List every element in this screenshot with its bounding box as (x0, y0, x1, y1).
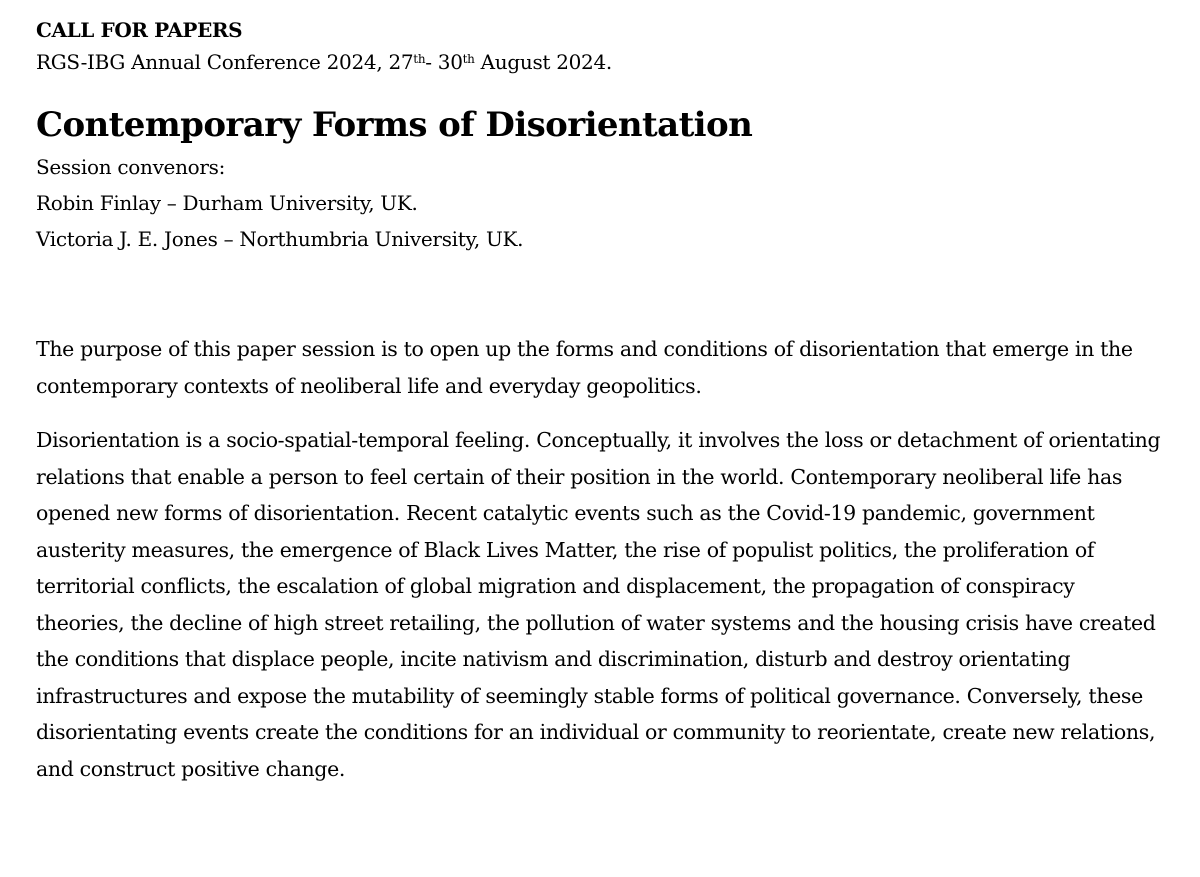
body-paragraph: Disorientation is a socio-spatial-temporal feeling. Conceptually, it involves the loss or detachment of orientating relations that enable a person to feel certain of their position in the world. Contemporary neoliberal life has opened new forms of disorientation. Recent catalytic events such as the Covid-19 pandemic, government austerity measures, the emergence of Black Lives Matter, the rise of populist politics, the proliferation of territorial conflicts, the escalation of global migration and displacement, the propagation of conspiracy theories, the decline of high street retailing, the pollution of water systems and the housing crisis have created the conditions that displace people, incite nativism and discrimination, disturb and destroy orientating infrastructures and expose the mutability of seemingly stable forms of political governance. Conversely, these disorientating events create the conditions for an individual or community to reorientate, create new relations, and construct positive change. (36, 428, 1161, 781)
conference-line (36, 46, 1186, 81)
ordinal-suffix: th (413, 52, 426, 66)
conference-name-and-start: RGS-IBG Annual Conference 2024, 27 (36, 50, 414, 74)
convenor-entry: Robin Finlay – Durham University, UK. (36, 191, 418, 215)
document-page (36, 14, 1186, 787)
convenors-block (36, 149, 1186, 257)
convenors-label: Session convenors: (36, 155, 226, 179)
session-title: Contemporary Forms of Disorientation (36, 105, 753, 145)
body-paragraph: The purpose of this paper session is to open up the forms and conditions of disorientation that emerge in the contemporary contexts of neoliberal life and everyday geopolitics. (36, 337, 1133, 398)
convenor-entry: Victoria J. E. Jones – Northumbria University, UK. (36, 227, 524, 251)
call-for-papers-heading: CALL FOR PAPERS (36, 18, 243, 42)
conference-month-year: August 2024. (474, 50, 612, 74)
conference-end-day: - 30 (425, 50, 463, 74)
ordinal-suffix: th (462, 52, 475, 66)
